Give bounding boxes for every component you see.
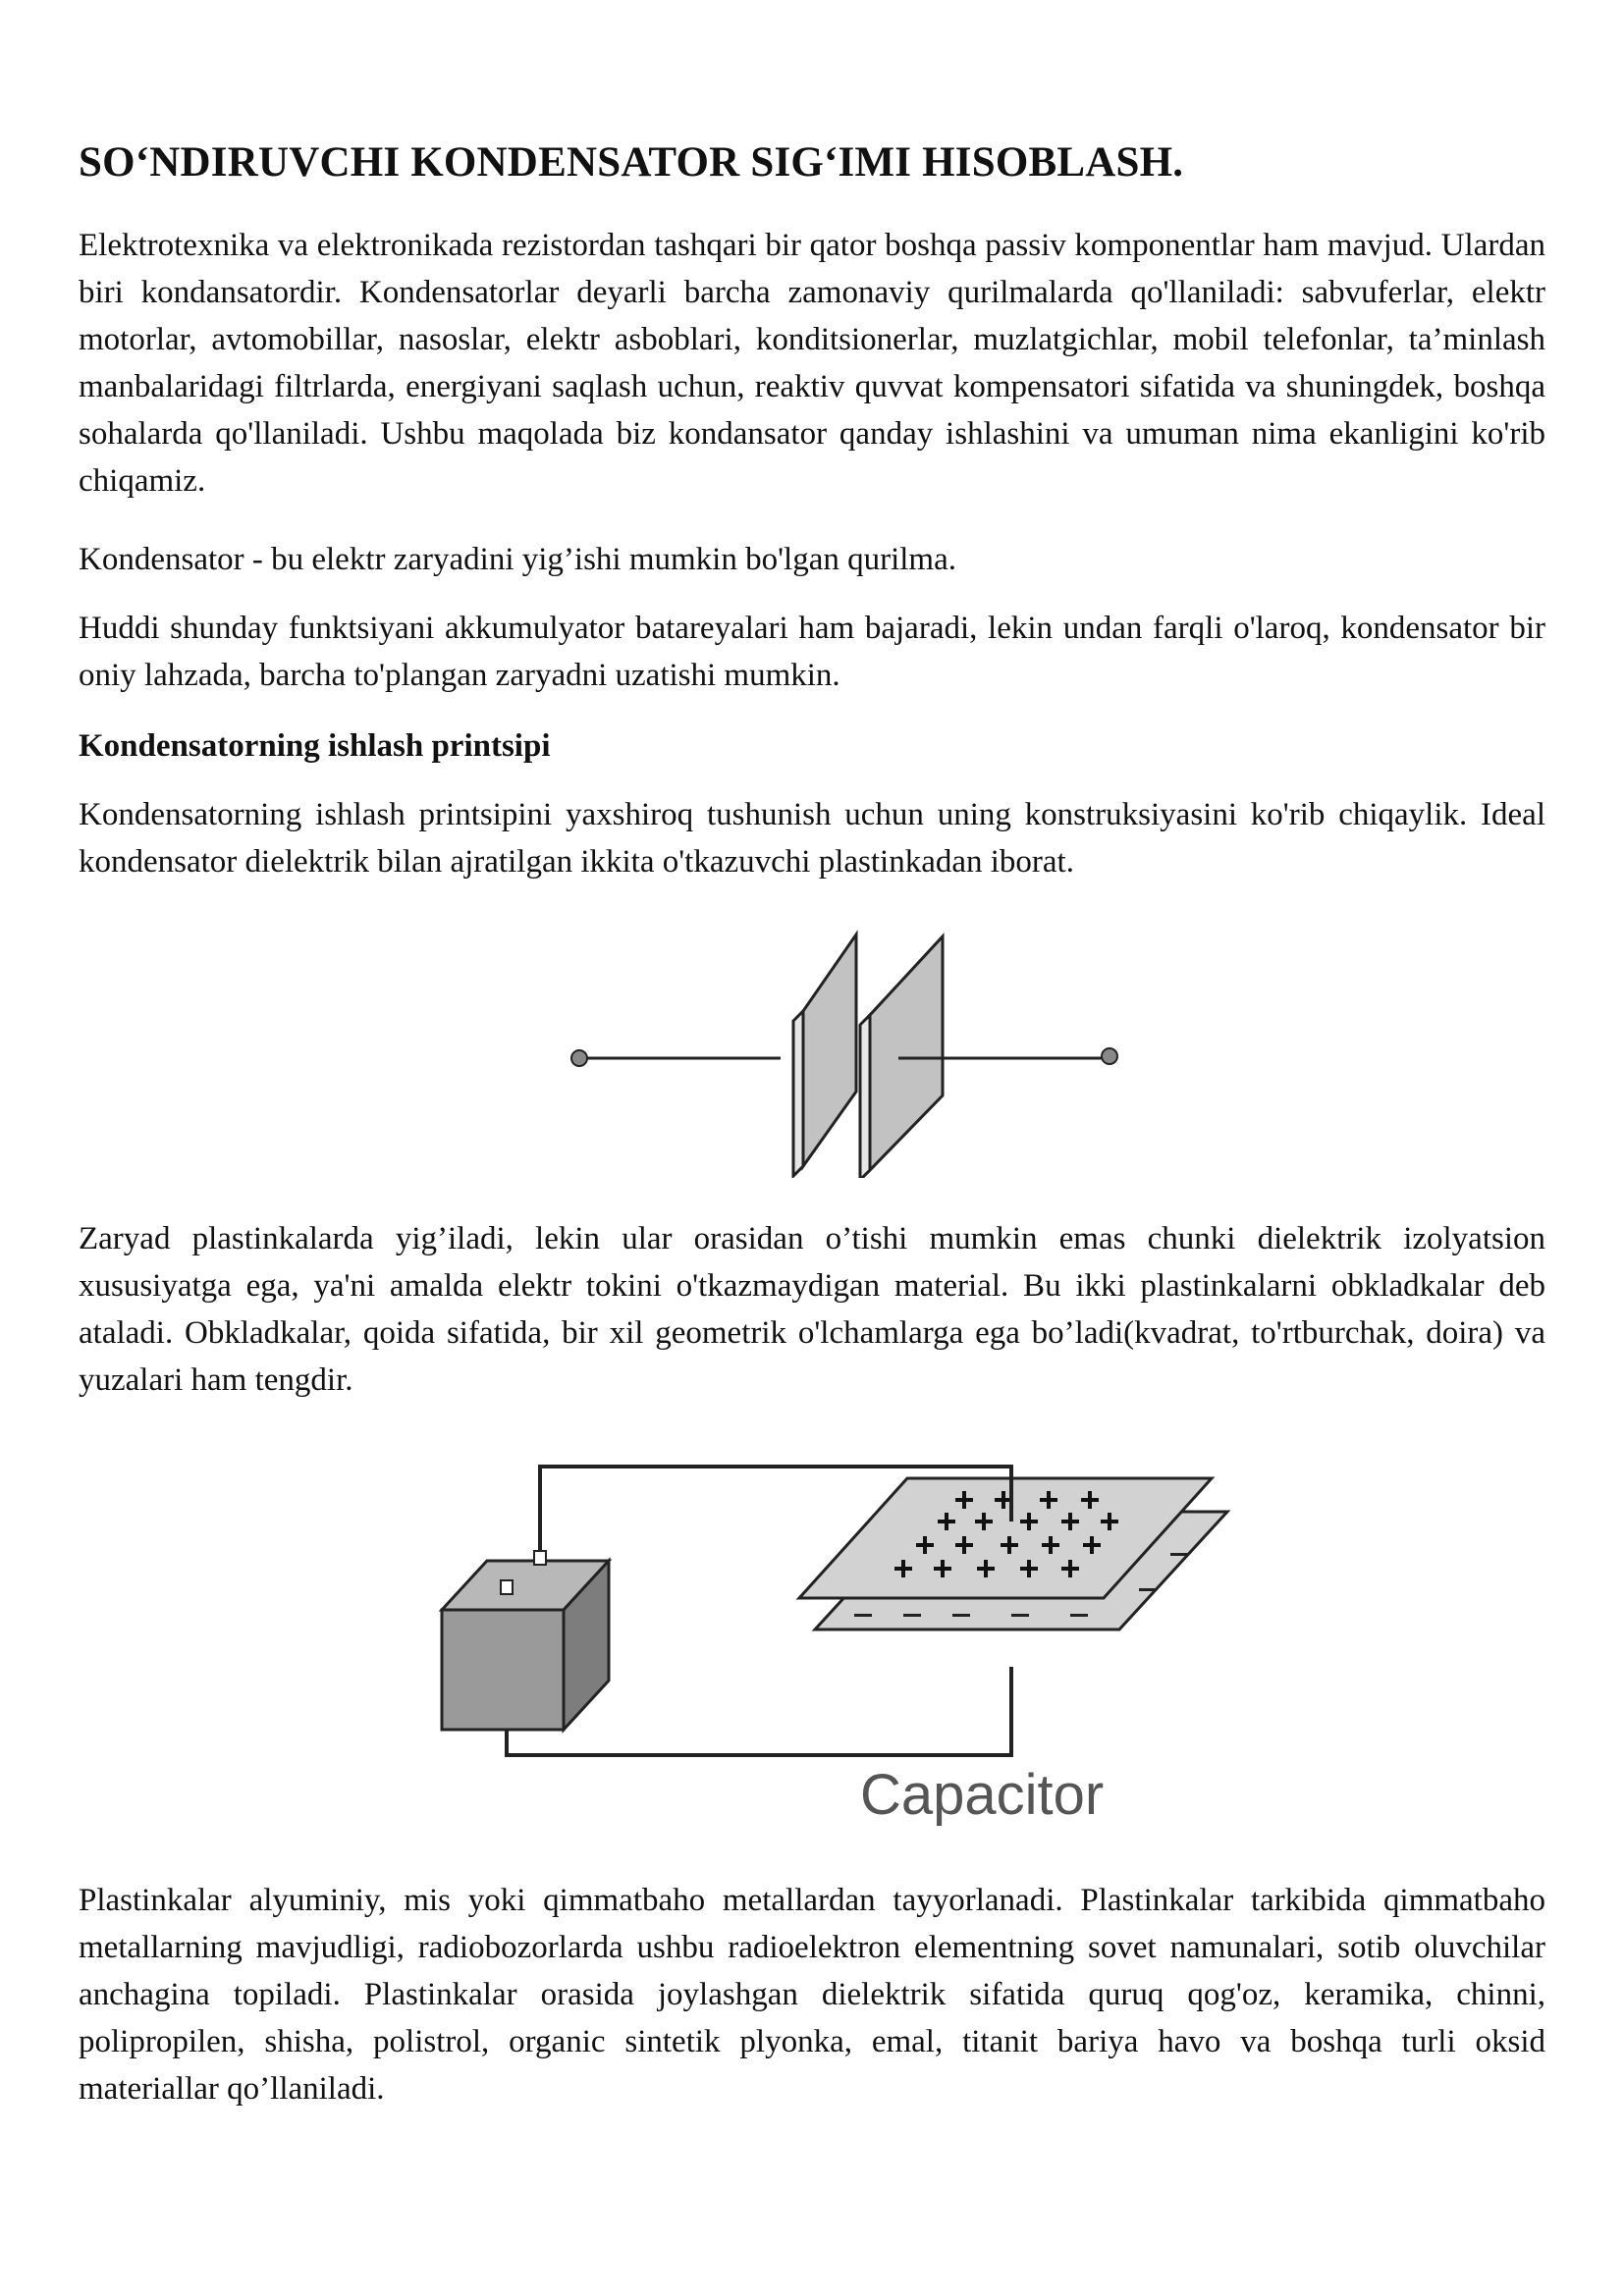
- minus-sign: [854, 1614, 872, 1617]
- right-plate: [870, 936, 943, 1170]
- battery-body: [442, 1610, 564, 1730]
- battery-negative-terminal: [501, 1580, 513, 1594]
- left-terminal: [571, 1050, 587, 1066]
- left-plate: [803, 934, 856, 1166]
- capacitor-battery-diagram: [422, 1443, 1257, 1836]
- paragraph-construction: Kondensatorning ishlash printsipini yaxshiroq tushunish uchun uning konstruksiyasini ko'rib chiqaylik. Ideal kondensator dielektrik bilan ajratilgan ikkita o'tkazuvchi plastinkadan iborat.: [79, 797, 1545, 880]
- figure-caption: Capacitor: [860, 1763, 1105, 1827]
- minus-sign: [1070, 1614, 1088, 1617]
- minus-sign: [1170, 1553, 1188, 1556]
- minus-sign: [952, 1614, 970, 1617]
- minus-sign: [1139, 1588, 1157, 1591]
- paragraph-charge-accumulation: Zaryad plastinkalarda yig’iladi, lekin ular orasidan o’tishi mumkin emas chunki dielektrik izolyatsion xususiyatga ega, ya'ni amalda elektr tokini o'tkazmaydigan material. Bu ikki plastinkalarni obkladkalar deb ataladi. Obkladkalar, qoida sifatida, bir xil geometrik o'lchamlarga ega bo’ladi(kvadrat, to'rtburchak, doira) va yuzalari ham tengdir.: [79, 1221, 1545, 1398]
- paragraph-battery-comparison: Huddi shunday funktsiyani akkumulyator batareyalari ham bajaradi, lekin undan farqli o'laroq, kondensator bir oniy lahzada, barcha to'plangan zaryadni uzatishi mumkin.: [79, 611, 1545, 693]
- minus-sign: [1011, 1614, 1029, 1617]
- paragraph-definition: Kondensator - bu elektr zaryadini yig’ishi mumkin bo'lgan qurilma.: [79, 542, 956, 577]
- section-heading: Kondensatorning ishlash printsipi: [79, 728, 551, 764]
- minus-sign: [903, 1614, 921, 1617]
- paragraph-intro: Elektrotexnika va elektronikada rezistordan tashqari bir qator boshqa passiv komponentlar ham mavjud. Ulardan biri kondansatordir. Kondensatorlar deyarli barcha zamonaviy qurilmalarda qo'llaniladi: sabvuferlar, elektr motorlar, avtomobillar, nasoslar, elektr asboblari, konditsionerlar, muzlatgichlar, mobil telefonlar, ta’minlash manbalaridagi filtrlarda, energiyani saqlash uchun, reaktiv quvvat kompensatori sifatida va shuningdek, boshqa sohalarda qo'llaniladi. Ushbu maqolada biz kondansator qanday ishlashini va umuman nima ekanligini ko'rib chiqamiz.: [79, 228, 1545, 499]
- right-terminal: [1102, 1048, 1117, 1064]
- battery-positive-terminal: [534, 1551, 546, 1565]
- plate-capacitor-diagram: [550, 913, 1139, 1178]
- page-title: SO‘NDIRUVCHI KONDENSATOR SIG‘IMI HISOBLASH.: [79, 139, 1184, 186]
- paragraph-plate-materials: Plastinkalar alyuminiy, mis yoki qimmatbaho metallardan tayyorlanadi. Plastinkalar tarkibida qimmatbaho metallarning mavjudligi, radiobozorlarda ushbu radioelektron elementning sovet namunalari, sotib oluvchilar anchagina topiladi. Plastinkalar orasida joylashgan dielektrik sifatida quruq qog'oz, keramika, chinni, polipropilen, shisha, polistrol, organic sintetik plyonka, emal, titanit bariya havo va boshqa turli oksid materiallar qo’llaniladi.: [79, 1883, 1545, 2107]
